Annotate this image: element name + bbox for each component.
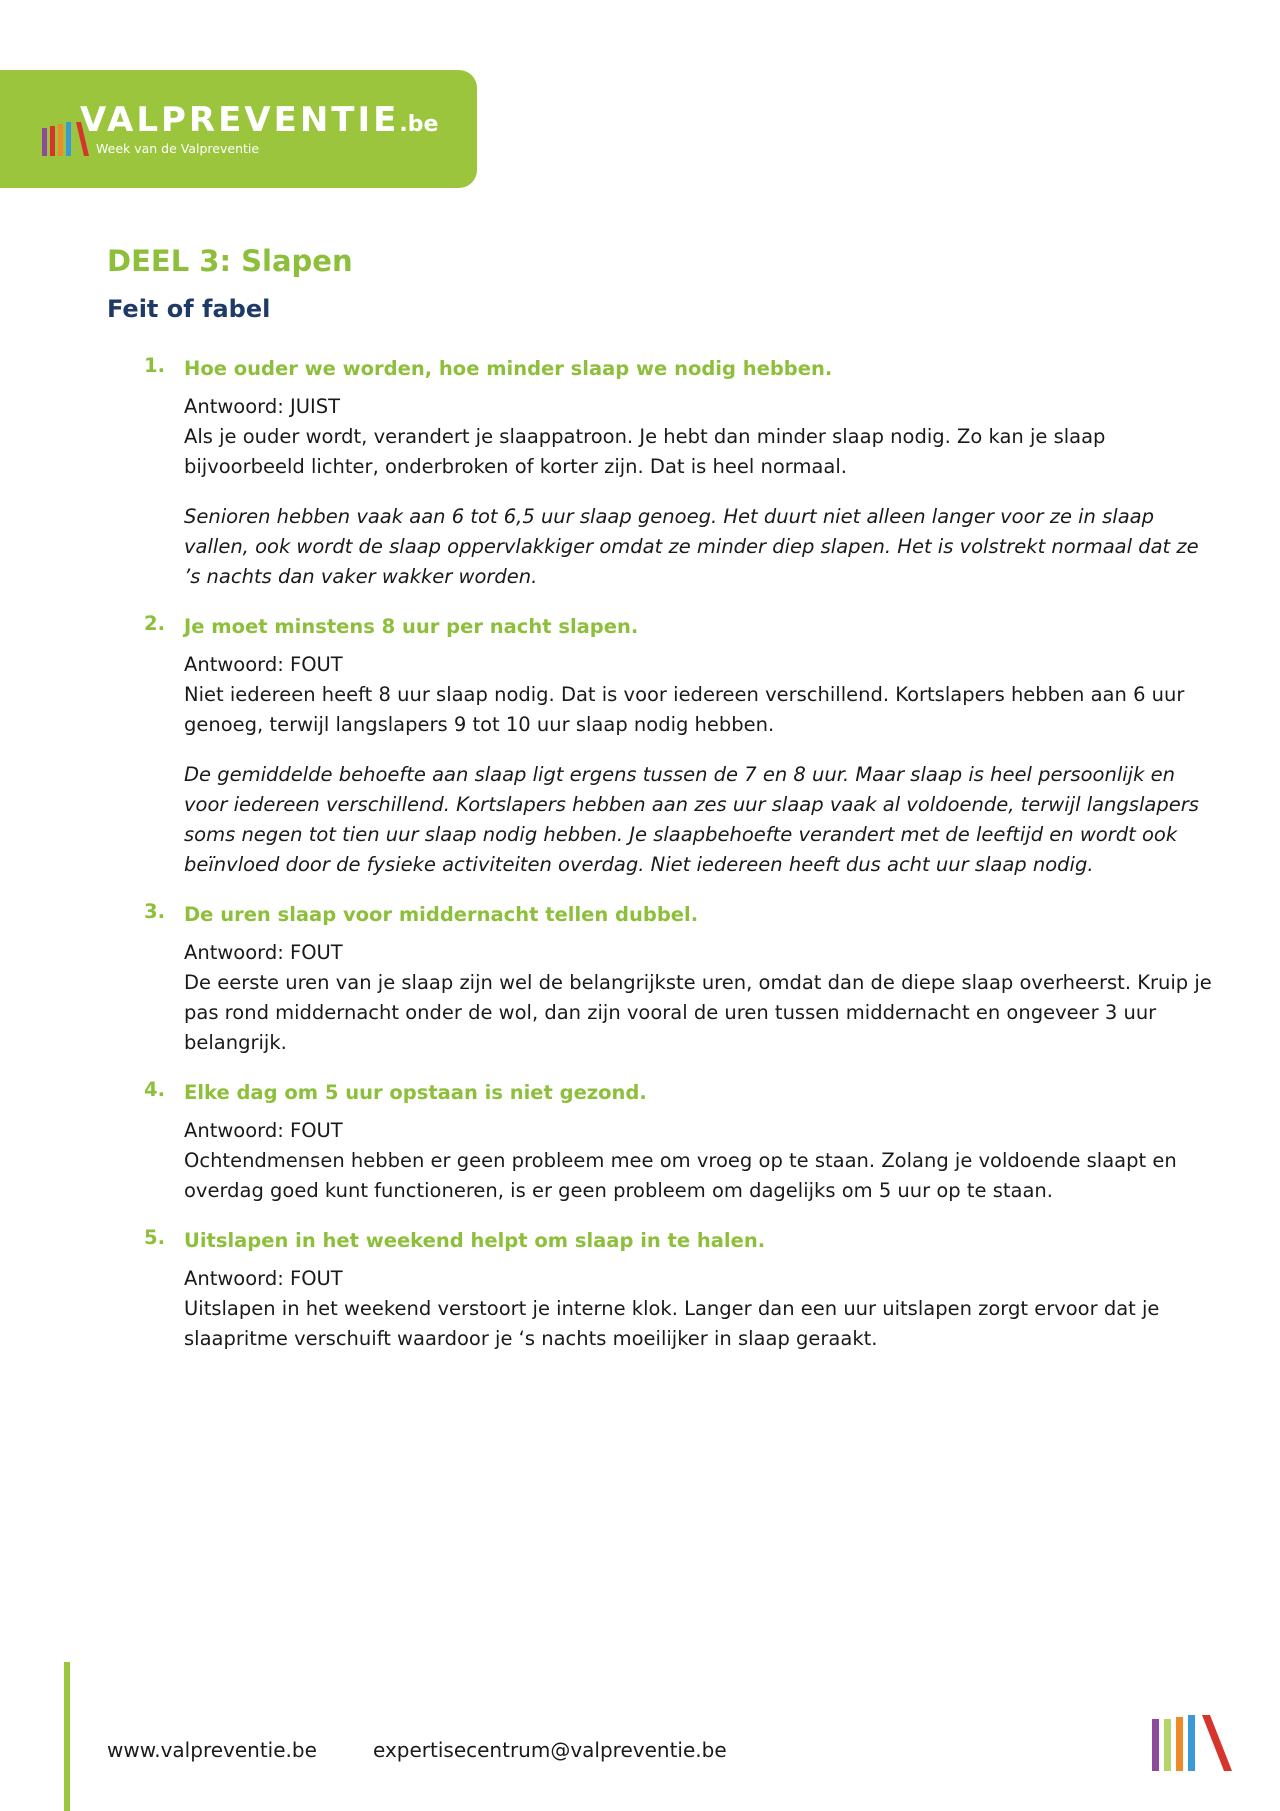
footer-email-link[interactable]: expertisecentrum@valpreventie.be: [373, 1738, 727, 1762]
logo-bar-blue: [66, 122, 71, 156]
logo-tld: .be: [399, 112, 439, 137]
item-answer: Antwoord: FOUT: [184, 941, 343, 964]
header-logo-band: [0, 70, 477, 188]
footer-accent-rule: [64, 1662, 70, 1811]
item-number: 2.: [144, 612, 165, 635]
item-explanation-italic: Senioren hebben vaak aan 6 tot 6,5 uur slaap genoeg. Het duurt niet alleen langer voor ze in slaap vallen, ook wordt de slaap oppervlakkiger omdat ze minder diep slapen. Het is volstrekt normaal dat ze ’s nachts dan vaker wakker worden.: [184, 505, 1199, 588]
item-explanation: Uitslapen in het weekend verstoort je interne klok. Langer dan een uur uitslapen zorgt ervoor dat je slaapritme verschuift waardoor je ‘s nachts moeilijker in slaap geraakt.: [184, 1297, 1160, 1350]
item-explanation: Als je ouder wordt, verandert je slaappatroon. Je hebt dan minder slaap nodig. Zo kan je slaap bijvoorbeeld lichter, onderbroken of korter zijn. Dat is heel normaal.: [184, 425, 1106, 478]
list-item-1: [144, 354, 1214, 592]
footer-bar-purple: [1152, 1719, 1159, 1771]
item-explanation: Niet iedereen heeft 8 uur slaap nodig. Dat is voor iedereen verschillend. Kortslapers hebben aan 6 uur genoeg, terwijl langslapers 9 tot 10 uur slaap nodig hebben.: [184, 683, 1185, 736]
item-number: 5.: [144, 1226, 165, 1249]
item-answer: Antwoord: FOUT: [184, 653, 343, 676]
item-number: 3.: [144, 900, 165, 923]
list-item-4: [144, 1078, 1214, 1206]
fact-or-fable-list: [144, 354, 1214, 1374]
item-question: Je moet minstens 8 uur per nacht slapen.: [184, 615, 639, 638]
logo-subtitle: Week van de Valpreventie: [96, 141, 260, 156]
item-question: De uren slaap voor middernacht tellen dubbel.: [184, 903, 699, 926]
item-answer: Antwoord: FOUT: [184, 1267, 343, 1290]
footer-bar-lightgreen: [1164, 1719, 1171, 1771]
item-number: 1.: [144, 354, 165, 377]
item-answer: Antwoord: FOUT: [184, 1119, 343, 1142]
list-item-2: [144, 612, 1214, 880]
item-explanation: De eerste uren van je slaap zijn wel de belangrijkste uren, omdat dan de diepe slaap overheerst. Kruip je pas rond middernacht onder de wol, dan zijn vooral de uren tussen middernacht en ongeveer 3 uur belangrijk.: [184, 971, 1212, 1054]
list-item-5: [144, 1226, 1214, 1354]
item-explanation-italic: De gemiddelde behoefte aan slaap ligt ergens tussen de 7 en 8 uur. Maar slaap is heel persoonlijk en voor iedereen verschillend. Kortslapers hebben aan zes uur slaap vaak al voldoende, terwijl langslapers soms negen tot tien uur slaap nodig hebben. Je slaapbehoefte verandert met de leeftijd en wordt ook beïnvloed door de fysieke activiteiten overdag. Niet iedereen heeft dus acht uur slaap nodig.: [184, 763, 1199, 876]
logo-bar-orange: [58, 124, 63, 156]
item-question: Elke dag om 5 uur opstaan is niet gezond.: [184, 1081, 647, 1104]
item-number: 4.: [144, 1078, 165, 1101]
footer-website-link[interactable]: www.valpreventie.be: [107, 1738, 317, 1762]
logo-bar-purple: [42, 128, 47, 156]
item-explanation: Ochtendmensen hebben er geen probleem mee om vroeg op te staan. Zolang je voldoende slaapt en overdag goed kunt functioneren, is er geen probleem om dagelijks om 5 uur op te staan.: [184, 1149, 1177, 1202]
footer-bar-slanted: [1202, 1715, 1232, 1771]
footer-logo-bars-icon: [1152, 1715, 1236, 1771]
logo-wordmark-text: VALPREVENTIE: [80, 100, 400, 140]
list-item-3: [144, 900, 1214, 1058]
logo-bar-red: [50, 126, 55, 156]
item-question: Hoe ouder we worden, hoe minder slaap we nodig hebben.: [184, 357, 833, 380]
logo-wordmark: [80, 100, 438, 140]
page-title: DEEL 3: Slapen: [107, 244, 353, 278]
item-answer: Antwoord: JUIST: [184, 395, 341, 418]
page-subtitle: Feit of fabel: [107, 295, 271, 323]
item-question: Uitslapen in het weekend helpt om slaap in te halen.: [184, 1229, 766, 1252]
footer-bar-blue: [1188, 1715, 1195, 1771]
footer-bar-orange: [1176, 1717, 1183, 1771]
